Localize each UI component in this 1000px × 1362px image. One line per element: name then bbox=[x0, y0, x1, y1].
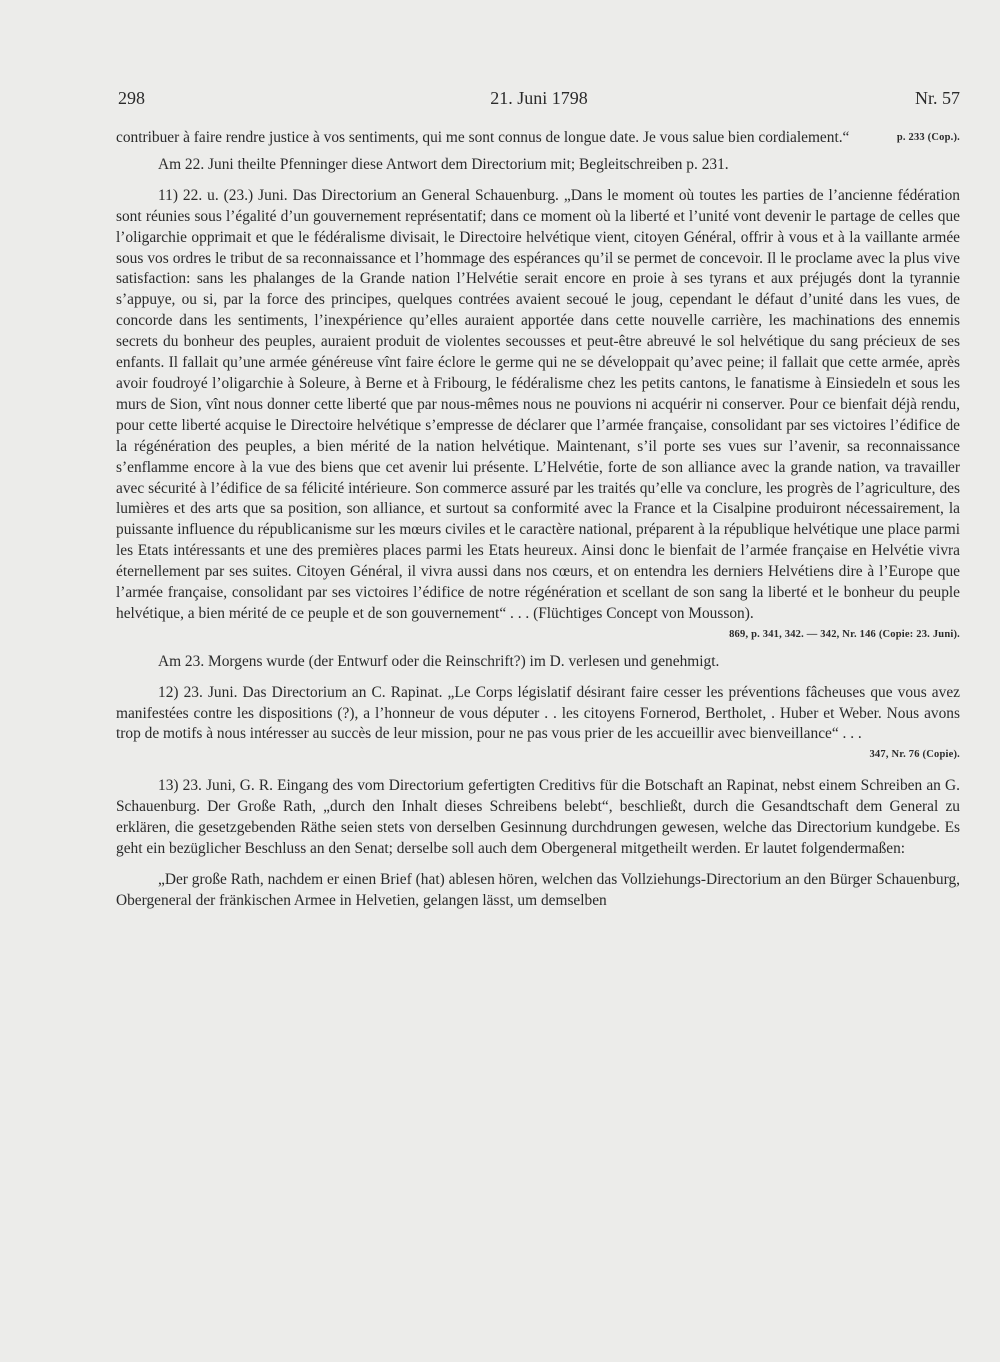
paragraph-7: „Der große Rath, nachdem er einen Brief (hat) ablesen hören, welchen das Vollziehungs-Directorium an den Bürger Schauenburg, Obergeneral der fränkischen Armee in Helvetien, gelangen lässt, um demselben bbox=[116, 870, 960, 909]
paragraph-1-text: contribuer à faire rendre justice à vos sentiments, qui me sont connus de longue date. Je vous salue bien cordialement.“ bbox=[116, 129, 850, 146]
paragraph-6: 13) 23. Juni, G. R. Eingang des vom Directorium gefertigten Creditivs für die Botschaft an Rapinat, nebst einem Schreiben an G. Schauenburg. Der Große Rath, „durch den Inhalt dieses Schreibens belebt“, beschließt, durch die Gesandtschaft dem General zu erklären, die gesetzgebenden Räthe seien stets von derselben Gesinnung durchdrungen gewesen, welche das Directorium kundgebe. Es geht ein bezüglicher Beschluss an den Senat; derselbe soll auch dem Obergeneral mitgetheilt werden. Er lautet folgendermaßen: bbox=[116, 777, 960, 857]
paragraph-5 bbox=[116, 683, 960, 767]
paragraph-1 bbox=[116, 128, 960, 149]
paragraph-4: Am 23. Morgens wurde (der Entwurf oder die Reinschrift?) im D. verlesen und genehmigt. bbox=[158, 652, 720, 670]
paragraph-3-reference: 869, p. 341, 342. — 342, Nr. 146 (Copie: 23. Juni). bbox=[729, 628, 960, 640]
page-number: 298 bbox=[118, 88, 145, 108]
paragraph-3-text: 11) 22. u. (23.) Juni. Das Directorium an General Schauenburg. „Dans le moment où toutes les parties de l’ancienne fédération sont réunies sous l’égalité d’un gouvernement représentatif; dans ce moment où la liberté et l’unité vont devenir le partage de celles que l’oligarchie opprimait et que le fédéralisme divisait, le Directoire helvétique vient, citoyen Général, offrir à vous et à la vaillante armée sous vos ordres le tribut de sa reconnaissance et l’hommage des espérances qu’il se permet de concevoir. Il le proclame avec la plus vive satisfaction: sans les phalanges de la Grande nation l’Helvétie serait encore en proie à ses tyrans et aux préjugés dont la tyrannie s’appuye, ou si, par la force des principes, quelques contrées avaient secoué le joug, cependant le défaut d’unité dans les vues, de concorde dans les sentiments, l’inexpérience qu’elles auraient apportée dans cette nouvelle carrière, les machinations des ennemis secrets du bonheur des peuples, auraient produit de violentes secousses et peut-être abreuvé le sol helvétique du sang précieux de ses enfants. Il fallait qu’une armée généreuse vînt faire éclore le germe qui ne se développait qu’avec peine; il fallait que cette armée, après avoir foudroyé l’oligarchie à Soleure, à Berne et à Fribourg, le fédéralisme chez les petits cantons, le fanatisme à Einsiedeln et sous les murs de Sion, vînt nous donner cette liberté que par nous-mêmes nous ne pouvions ni acquérir ni conserver. Pour ce bienfait déjà rendu, pour cette liberté acquise le Directoire helvétique s’empresse de déclarer que l’armée française, consolidant par ses victoires l’édifice de la régénération des peuples, a bien mérité de la nation helvétique. Maintenant, s’il porte ses vues sur l’avenir, sa reconnaissance s’enflamme encore à la vue des biens que cet avenir lui présente. L’Helvétie, forte de son alliance avec la grande nation, va travailler avec sécurité à l’édifice de sa félicité intérieure. Son commerce assuré par les traités qu’elle va conclure, les progrès de l’agriculture, des lumières et des arts que sa position, son alliance, et surtout sa conformité avec la France et la Cisalpine produiront nécessairement, la puissante influence du républicanisme sur les mœurs civiles et le caractère national, préparent à la république helvétique une place parmi les Etats intéressants et une des premières places parmi les Etats heureux. Ainsi donc le bienfait de l’armée française en Helvétie vivra éternellement par ses suites. Citoyen Général, il vivra aussi dans nos cœurs, et on entendra les derniers Helvétiens dire à l’Europe que l’armée française, consolidant par ses victoires l’édifice de notre régénération et scellant de son sang la liberté et le bonheur du peuple helvétique, a bien mérité de ce peuple et de son gouvernement“ . . . (Flüchtiges Concept von Mousson). bbox=[116, 186, 960, 622]
page-header bbox=[118, 88, 960, 114]
header-date: 21. Juni 1798 bbox=[490, 88, 588, 108]
paragraph-5-text: 12) 23. Juni. Das Directorium an C. Rapinat. „Le Corps législatif désirant faire cesser les préventions fâcheuses que vous avez manifestées contre les dispositions (?), a l’honneur de vous députer . . les citoyens Fornerod, Bertholet, . Huber et Weber. Nous avons trop de motifs à nous intéresser au succès de leur mission, pour ne pas vous prier de les accueillir avec bienveillance“ . . . bbox=[116, 683, 960, 743]
header-number: Nr. 57 bbox=[915, 88, 960, 108]
paragraph-5-reference: 347, Nr. 76 (Copie). bbox=[869, 749, 960, 761]
paragraph-1-reference: p. 233 (Cop.). bbox=[896, 132, 960, 143]
page-body bbox=[116, 128, 960, 912]
paragraph-2: Am 22. Juni theilte Pfenninger diese Antwort dem Directorium mit; Begleitschreiben p. 231. bbox=[158, 155, 729, 173]
paragraph-3 bbox=[116, 186, 960, 646]
